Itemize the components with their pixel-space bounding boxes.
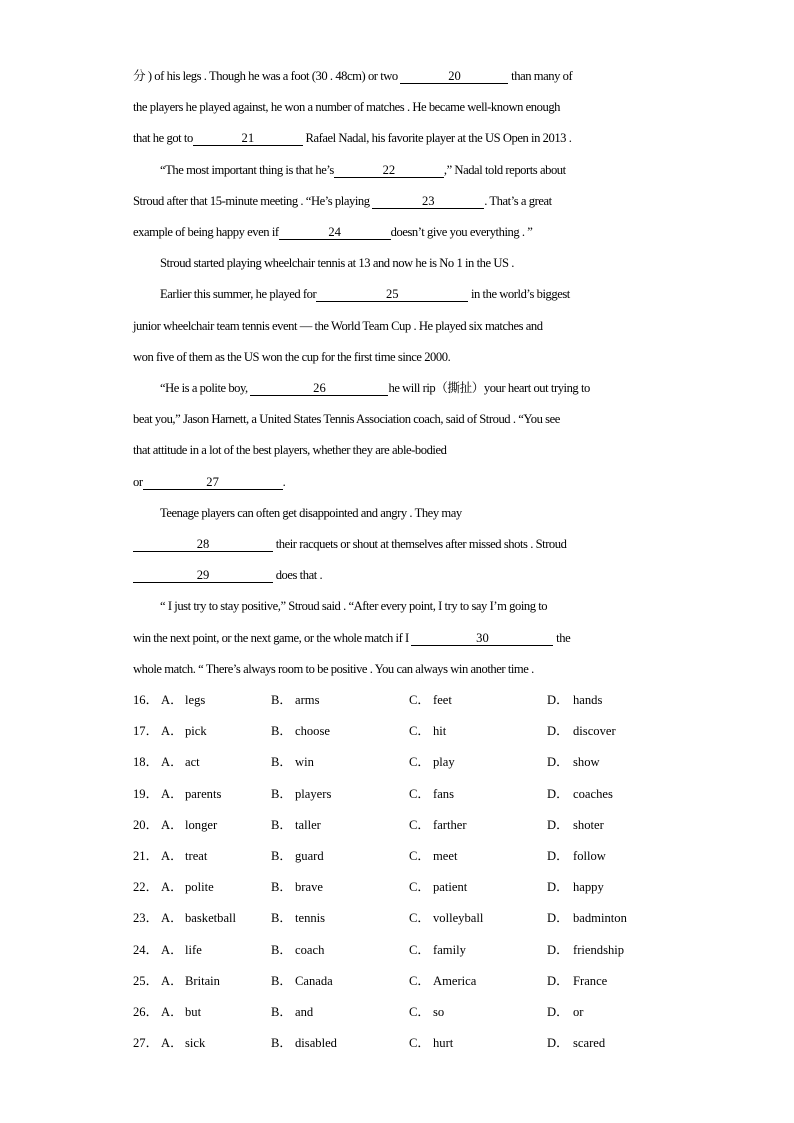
- option-letter: C．: [409, 911, 430, 926]
- option-letter: D．: [547, 786, 569, 801]
- option-letter: D．: [547, 1005, 569, 1019]
- question-row: [133, 879, 673, 895]
- option-letter: B．: [271, 1036, 292, 1051]
- option-text: farther: [433, 817, 467, 832]
- option-text: shoter: [573, 817, 604, 832]
- option-letter: D．: [547, 911, 569, 926]
- question-number: 25．: [133, 973, 159, 988]
- passage-line: [160, 598, 700, 614]
- option-letter: D．: [547, 755, 569, 770]
- option-text: discover: [573, 724, 616, 739]
- passage-text: . That’s a great: [484, 193, 552, 208]
- passage-line: [133, 567, 673, 583]
- option-text: tennis: [295, 911, 326, 926]
- passage-text: the players he played against, he won a number of matches . He became well-known enough: [133, 100, 561, 115]
- option-text: win: [295, 755, 314, 770]
- blank-23: 23: [372, 195, 484, 209]
- option-letter: B．: [271, 1005, 292, 1019]
- passage-line: [160, 162, 700, 178]
- passage-text: “The most important thing is that he’s: [160, 162, 334, 177]
- question-number: 27．: [133, 1036, 159, 1051]
- option-letter: A．: [161, 849, 183, 863]
- passage-text: than many of: [508, 69, 573, 83]
- option-text: coaches: [573, 786, 613, 801]
- blank-22: 22: [334, 164, 444, 178]
- passage-line: [133, 99, 673, 115]
- option-text: guard: [295, 849, 324, 863]
- option-letter: C．: [409, 1036, 430, 1051]
- passage-text: Rafael Nadal, his favorite player at the US Open in 2013 .: [302, 131, 572, 146]
- passage-line: [133, 68, 673, 84]
- option-letter: B．: [271, 942, 292, 957]
- passage-text: win the next point, or the next game, or the whole match if I: [133, 630, 412, 645]
- option-text: friendship: [573, 942, 625, 957]
- option-text: volleyball: [433, 911, 484, 926]
- option-letter: B．: [271, 849, 292, 863]
- passage-text: whole match. “ There’s always room to be positive . You can always win another time .: [133, 661, 534, 676]
- option-text: life: [185, 942, 202, 957]
- option-letter: B．: [271, 973, 292, 988]
- passage-text: “He is a polite boy,: [160, 381, 251, 395]
- option-text: pick: [185, 724, 207, 739]
- option-letter: C．: [409, 973, 430, 988]
- option-letter: C．: [409, 786, 430, 801]
- question-number: 24．: [133, 942, 159, 957]
- passage-line: [133, 130, 673, 146]
- option-text: play: [433, 755, 455, 770]
- passage-text: or: [133, 474, 143, 489]
- passage-text: he will rip（撕扯）your heart out trying to: [388, 381, 590, 395]
- question-row: [133, 1035, 673, 1051]
- passage-line: [133, 224, 673, 240]
- option-text: act: [185, 755, 200, 770]
- option-text: show: [573, 755, 600, 770]
- question-row: [133, 973, 673, 989]
- passage-text: Stroud after that 15-minute meeting . “He’s playing: [133, 193, 373, 208]
- passage-text: that attitude in a lot of the best players, whether they are able-bodied: [133, 443, 447, 458]
- option-text: and: [295, 1005, 314, 1019]
- blank-28: 28: [133, 538, 273, 552]
- option-text: Canada: [295, 973, 333, 988]
- option-text: parents: [185, 786, 222, 801]
- option-letter: A．: [161, 911, 183, 926]
- question-row: [133, 786, 673, 802]
- passage-text: Stroud started playing wheelchair tennis at 13 and now he is No 1 in the US .: [160, 256, 514, 271]
- passage-text: their racquets or shout at themselves after missed shots . Stroud: [273, 537, 567, 551]
- option-text: brave: [295, 880, 323, 895]
- option-letter: C．: [409, 880, 430, 895]
- question-row: [133, 942, 673, 958]
- passage-line: [133, 318, 673, 334]
- blank-25: 25: [316, 288, 468, 302]
- option-letter: C．: [409, 1005, 430, 1019]
- passage-text: Teenage players can often get disappointed and angry . They may: [160, 505, 462, 520]
- passage-text: example of being happy even if: [133, 225, 279, 239]
- option-text: America: [433, 973, 477, 988]
- option-text: choose: [295, 724, 330, 739]
- passage-text: does that .: [273, 568, 323, 583]
- option-text: patient: [433, 880, 468, 895]
- blank-21: 21: [193, 132, 303, 146]
- option-letter: C．: [409, 942, 430, 957]
- passage-line: [133, 474, 673, 490]
- option-letter: D．: [547, 880, 569, 895]
- question-row: [133, 817, 673, 833]
- option-letter: D．: [547, 1036, 569, 1051]
- option-letter: A．: [161, 693, 183, 707]
- passage-line: [160, 286, 700, 302]
- passage-line: [160, 255, 700, 271]
- option-text: sick: [185, 1036, 206, 1051]
- option-text: badminton: [573, 911, 627, 926]
- question-row: [133, 910, 673, 926]
- option-letter: A．: [161, 973, 183, 988]
- option-letter: B．: [271, 911, 292, 926]
- blank-26: 26: [250, 382, 388, 396]
- option-text: taller: [295, 817, 321, 832]
- option-text: meet: [433, 849, 458, 863]
- option-text: scared: [573, 1036, 606, 1051]
- passage-text: won five of them as the US won the cup for the first time since 2000.: [133, 349, 451, 364]
- question-number: 19．: [133, 786, 159, 801]
- option-text: feet: [433, 693, 452, 707]
- option-letter: A．: [161, 755, 183, 770]
- option-letter: B．: [271, 880, 292, 895]
- passage-text: that he got to: [133, 131, 193, 146]
- option-text: longer: [185, 817, 218, 832]
- option-text: family: [433, 942, 466, 957]
- option-letter: D．: [547, 817, 569, 832]
- option-text: France: [573, 973, 608, 988]
- option-text: players: [295, 786, 332, 801]
- option-text: hands: [573, 693, 603, 707]
- passage-line: [133, 349, 673, 365]
- option-letter: A．: [161, 724, 183, 739]
- passage-text: doesn’t give you everything . ”: [390, 225, 533, 239]
- option-text: treat: [185, 849, 208, 863]
- passage-line: [133, 630, 673, 646]
- blank-30: 30: [411, 632, 553, 646]
- question-number: 21．: [133, 849, 159, 863]
- passage-line: [133, 536, 673, 552]
- option-text: coach: [295, 942, 325, 957]
- passage-text: .: [282, 474, 286, 489]
- passage-text: the: [553, 630, 571, 645]
- question-number: 23．: [133, 911, 159, 926]
- question-number: 16．: [133, 693, 159, 707]
- option-text: but: [185, 1005, 202, 1019]
- option-letter: D．: [547, 724, 569, 739]
- option-letter: C．: [409, 817, 430, 832]
- option-letter: B．: [271, 693, 292, 707]
- option-text: hurt: [433, 1036, 454, 1051]
- blank-29: 29: [133, 569, 273, 583]
- option-letter: B．: [271, 817, 292, 832]
- option-letter: A．: [161, 1005, 183, 1019]
- passage-text: junior wheelchair team tennis event — the World Team Cup . He played six matches and: [133, 318, 543, 333]
- option-text: legs: [185, 693, 206, 707]
- option-letter: A．: [161, 786, 183, 801]
- option-text: arms: [295, 693, 320, 707]
- option-text: disabled: [295, 1036, 337, 1051]
- option-text: fans: [433, 786, 454, 801]
- option-text: or: [573, 1005, 584, 1019]
- passage-text: in the world’s biggest: [468, 287, 570, 302]
- option-letter: B．: [271, 786, 292, 801]
- passage-text: ,” Nadal told reports about: [443, 162, 566, 177]
- passage-line: [133, 411, 673, 427]
- question-row: [133, 723, 673, 739]
- option-text: basketball: [185, 911, 237, 926]
- option-text: hit: [433, 724, 447, 739]
- passage-line: [160, 505, 700, 521]
- option-letter: B．: [271, 724, 292, 739]
- passage-line: [133, 442, 673, 458]
- question-number: 22．: [133, 880, 159, 895]
- blank-27: 27: [143, 476, 283, 490]
- blank-20: 20: [400, 70, 508, 84]
- passage-line: [133, 661, 673, 677]
- passage-line: [133, 193, 673, 209]
- question-row: [133, 848, 673, 864]
- option-text: so: [433, 1005, 445, 1019]
- option-text: happy: [573, 880, 604, 895]
- option-letter: D．: [547, 849, 569, 863]
- question-number: 17．: [133, 724, 159, 739]
- option-letter: A．: [161, 880, 183, 895]
- passage-text: Earlier this summer, he played for: [160, 287, 317, 302]
- question-number: 20．: [133, 817, 159, 832]
- option-letter: B．: [271, 755, 292, 770]
- option-letter: D．: [547, 693, 569, 707]
- blank-24: 24: [279, 226, 391, 240]
- option-letter: A．: [161, 1036, 183, 1051]
- question-row: [133, 754, 673, 770]
- question-number: 18．: [133, 755, 159, 770]
- option-text: polite: [185, 880, 214, 895]
- question-row: [133, 1004, 673, 1020]
- option-letter: C．: [409, 724, 430, 739]
- option-letter: D．: [547, 973, 569, 988]
- question-row: [133, 692, 673, 708]
- option-letter: C．: [409, 849, 430, 863]
- question-number: 26．: [133, 1005, 159, 1019]
- option-text: follow: [573, 849, 606, 863]
- passage-text: “ I just try to stay positive,” Stroud said . “After every point, I try to say I’m going to: [160, 599, 548, 614]
- passage-text: 分 ) of his legs . Though he was a foot (30 . 48cm) or two: [133, 69, 401, 83]
- passage-line: [160, 380, 700, 396]
- option-letter: A．: [161, 942, 183, 957]
- option-letter: A．: [161, 817, 183, 832]
- option-letter: D．: [547, 942, 569, 957]
- option-letter: C．: [409, 693, 430, 707]
- option-letter: C．: [409, 755, 430, 770]
- passage-text: beat you,” Jason Harnett, a United States Tennis Association coach, said of Stroud . “You see: [133, 412, 560, 427]
- option-text: Britain: [185, 973, 220, 988]
